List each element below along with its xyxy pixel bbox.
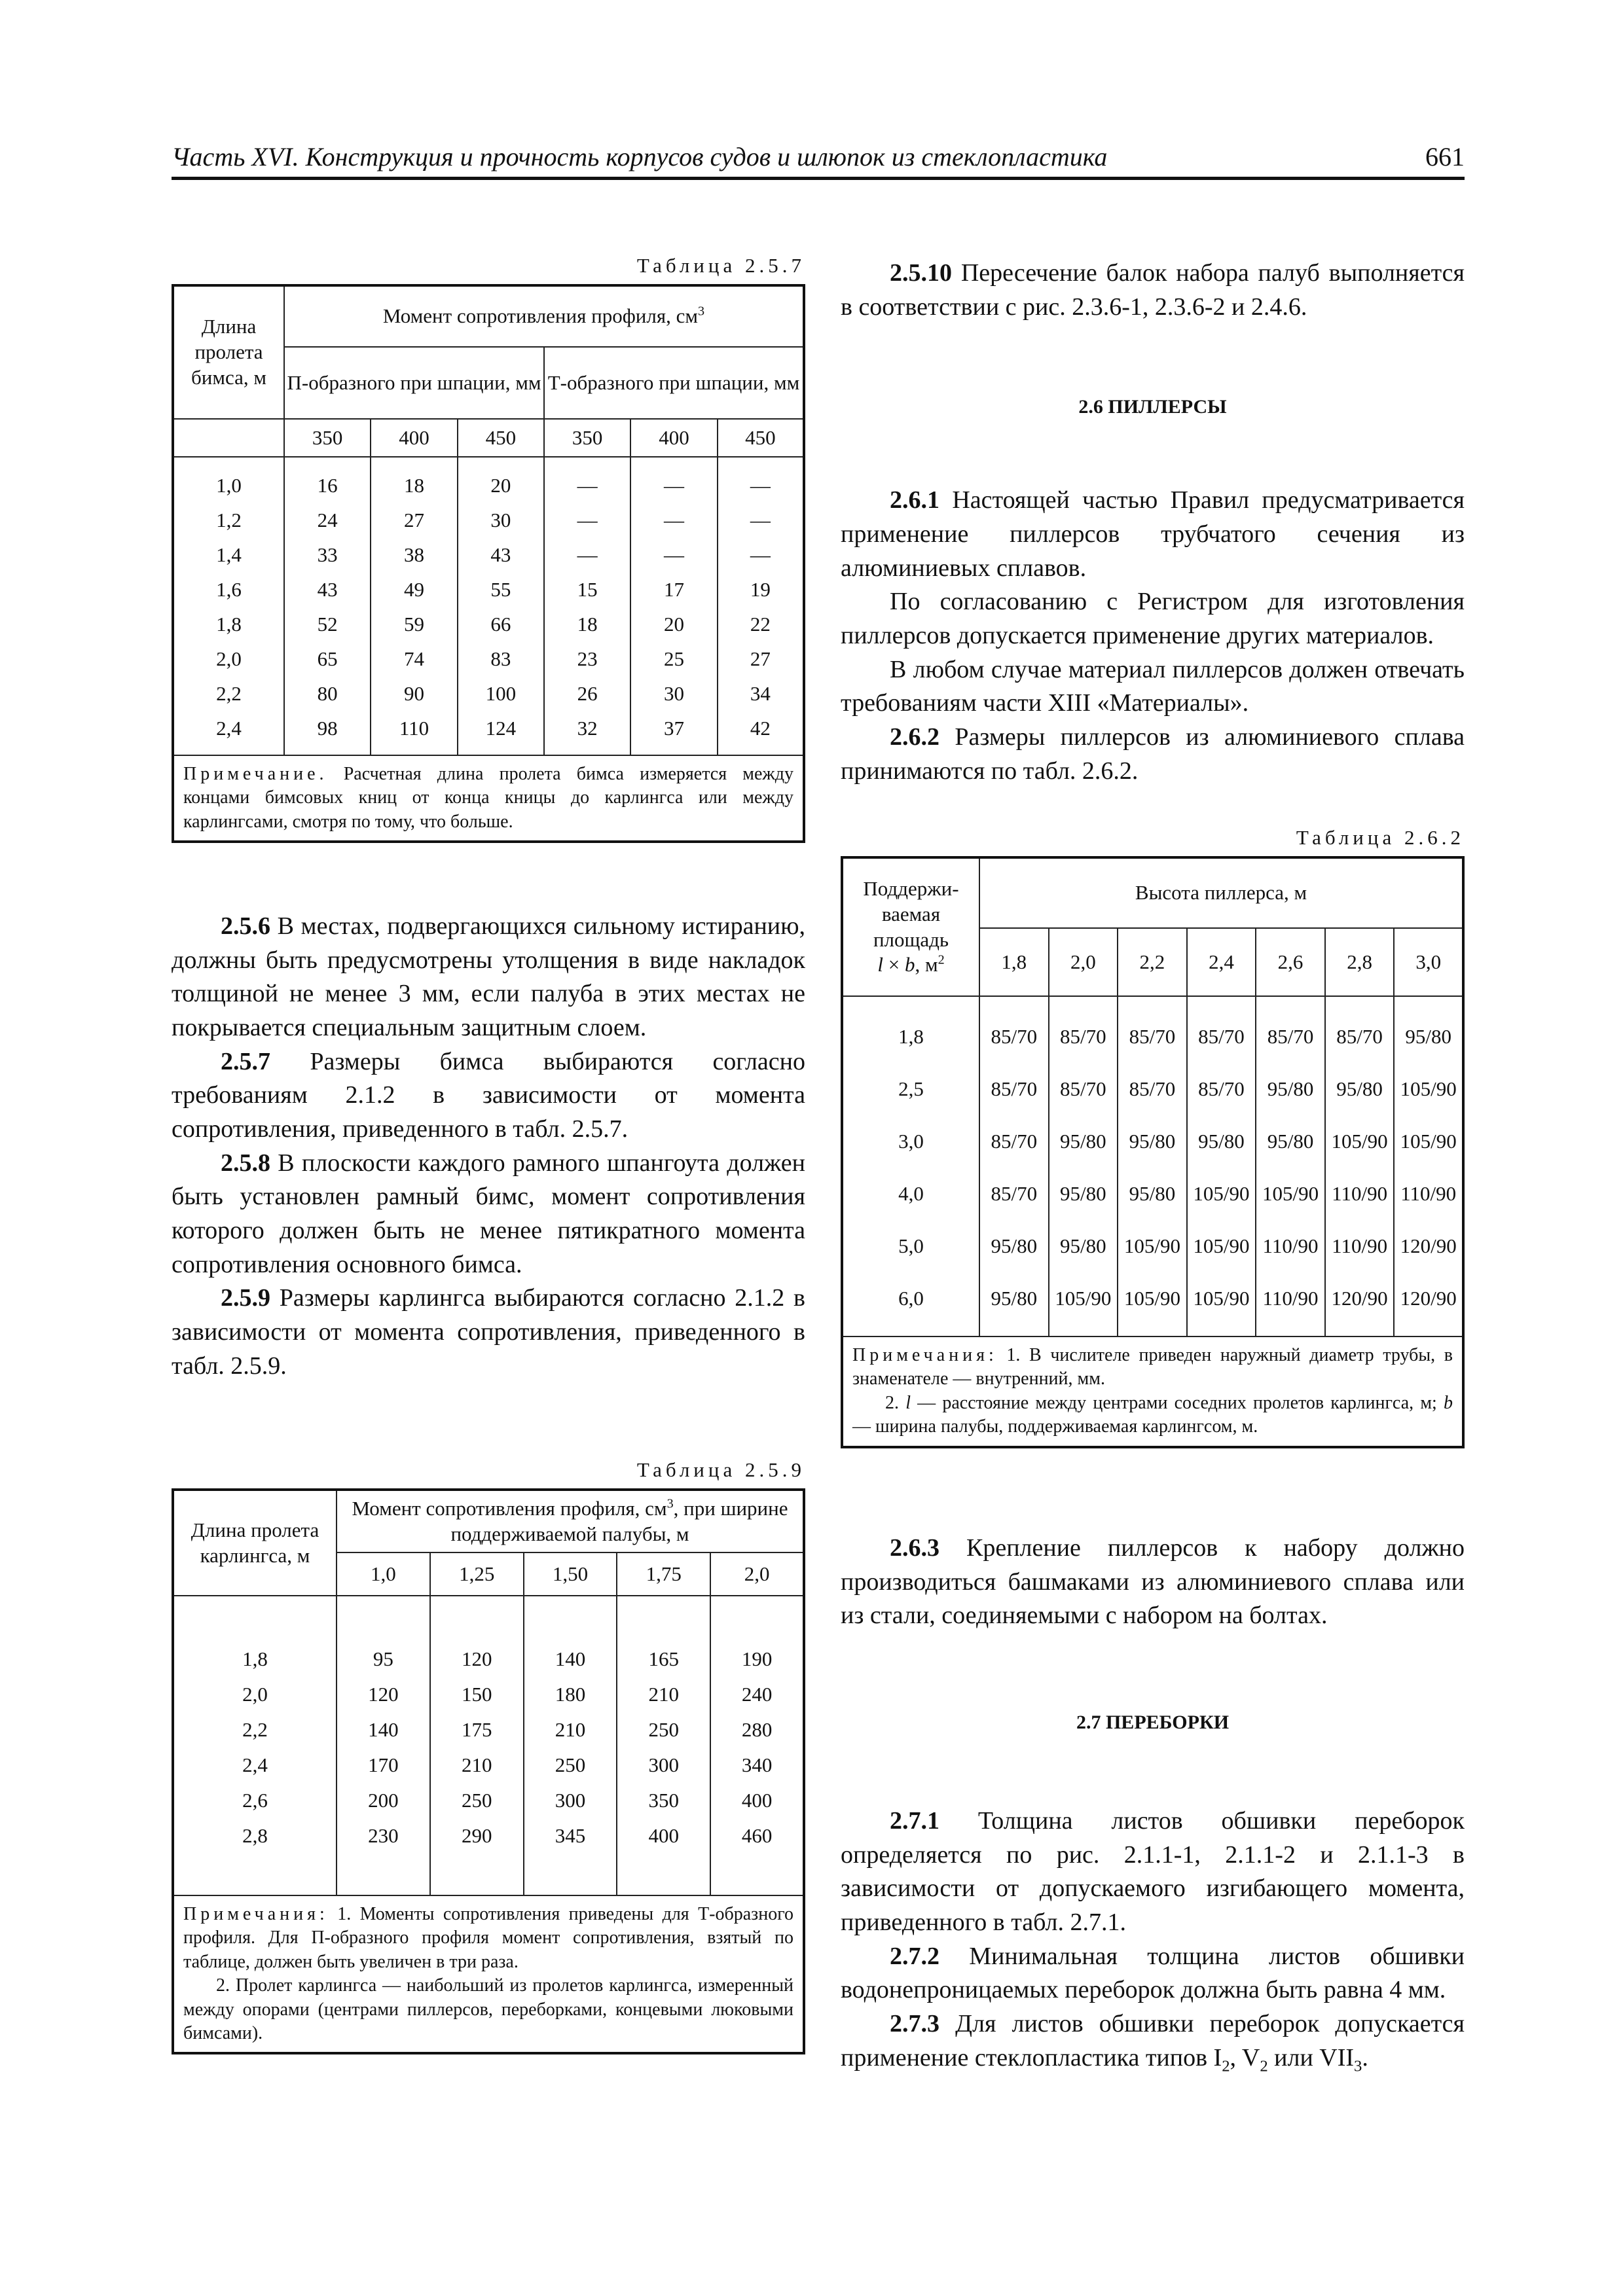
table-259-block	[172, 1458, 805, 2054]
value-cell: 400	[617, 1818, 710, 1854]
value-cell: 85/70	[979, 1168, 1049, 1220]
row-label-cell: 2,6	[173, 1783, 337, 1818]
table-259	[172, 1488, 805, 2054]
col-moment-header: Момент сопротивления профиля, $см^3$, при ширине поддерживаемой палубы, м	[337, 1490, 804, 1552]
value-cell: 43	[458, 538, 544, 573]
value-cell: 98	[284, 711, 371, 746]
row-label-cell: 6,0	[842, 1272, 979, 1325]
value-cell: 105/90	[1256, 1168, 1325, 1220]
table-259-note: Примечания: 1. Моменты сопротивления приведены для Т-образного профиля. Для П-образного профиля момент сопротивления, взятый по таблице, должен быть увеличен в три раза. 2. Пролет карлингса — наибольший из пролетов карлингса, измеренный между опорами (центрами пиллерсов, переборками, концевыми люковыми бимсами).	[173, 1895, 804, 2053]
spacing-cell: 400	[371, 419, 457, 457]
table-257	[172, 284, 805, 843]
value-cell: 66	[458, 607, 544, 642]
table-262-note: Примечания: 1. В числителе приведен наружный диаметр трубы, в знаменателе — внутренний, мм. 2. l — расстояние между центрами соседних пролетов карлингса, м; b — ширина палубы, поддерживаемая карлингсом, м.	[842, 1336, 1463, 1447]
value-cell: 200	[337, 1783, 430, 1818]
table-257-caption: Таблица 2.5.7	[636, 254, 805, 277]
value-cell: 345	[524, 1818, 617, 1854]
table-row	[173, 503, 804, 538]
table-row	[842, 1272, 1463, 1325]
table-row	[173, 642, 804, 677]
header-title: Часть XVI. Конструкция и прочность корпусов судов и шлюпок из стеклопластика	[172, 142, 1108, 171]
value-cell: 43	[284, 573, 371, 607]
table-row	[173, 1748, 804, 1783]
section-heading-2-7: 2.7 ПЕРЕБОРКИ	[1076, 1712, 1230, 1734]
table-row	[173, 1677, 804, 1712]
value-cell: 120	[337, 1677, 430, 1712]
value-cell: 85/70	[979, 1011, 1049, 1063]
value-cell: 85/70	[1118, 1063, 1187, 1115]
table-row	[842, 1115, 1463, 1168]
paragraph-2-5-10: 2.5.10 Пересечение балок набора палуб выполняется в соответствии с рис. 2.3.6-1, 2.3.6-2 и 2.4.6.	[841, 259, 1465, 321]
value-cell: 140	[337, 1712, 430, 1748]
value-cell: 105/90	[1187, 1272, 1256, 1325]
paragraph-2-6-1-b: По согласованию с Регистром для изготовления пиллерсов допускается применение других материалов.	[841, 588, 1465, 650]
paragraph-2-6-1: 2.6.1 Настоящей частью Правил предусматривается применение пиллерсов трубчатого сечения из алюминиевых сплавов.	[841, 486, 1465, 582]
table-row	[173, 1783, 804, 1818]
height-cell: 2,0	[1049, 928, 1118, 996]
value-cell: 300	[617, 1748, 710, 1783]
value-cell: 105/90	[1325, 1115, 1395, 1168]
paragraph-2-5-6: 2.5.6 В местах, подвергающихся сильному истиранию, должны быть предусмотрены утолщения в виде накладок толщиной не менее 3 мм, если палуба в этих местах не покрывается специальным защитным слоем.	[172, 912, 806, 1042]
value-cell: 95/80	[1256, 1115, 1325, 1168]
height-cell: 2,2	[1118, 928, 1187, 996]
table-257-note: Примечание. Расчетная длина пролета бимса измеряется между концами бимсовых книц от конца кницы до карлингса или между карлингсами, смотря по тому, что больше.	[173, 755, 804, 842]
value-cell: 210	[524, 1712, 617, 1748]
value-cell: 140	[524, 1641, 617, 1677]
col-height-header: Высота пиллерса, м	[979, 857, 1463, 928]
value-cell: 85/70	[979, 1063, 1049, 1115]
row-label-cell: 2,8	[173, 1818, 337, 1854]
value-cell: 42	[718, 711, 804, 746]
row-label-cell: 5,0	[842, 1220, 979, 1272]
value-cell: 90	[371, 677, 457, 711]
row-label-cell: 1,0	[173, 469, 284, 503]
spacer-row	[173, 457, 804, 469]
value-cell: 18	[544, 607, 630, 642]
value-cell: 105/90	[1118, 1220, 1187, 1272]
paragraph-2-6-1-c: В любом случае материал пиллерсов должен отвечать требованиям части XIII «Материалы».	[841, 655, 1465, 717]
value-cell: —	[718, 503, 804, 538]
table-262-block	[841, 826, 1465, 1448]
value-cell: 150	[430, 1677, 524, 1712]
section-heading-2-6: 2.6 ПИЛЛЕРСЫ	[1078, 396, 1227, 418]
value-cell: 49	[371, 573, 457, 607]
value-cell: 85/70	[979, 1115, 1049, 1168]
value-cell: 110/90	[1325, 1220, 1395, 1272]
table-row	[173, 538, 804, 573]
value-cell: 95/80	[1049, 1220, 1118, 1272]
value-cell: 95/80	[1118, 1168, 1187, 1220]
value-cell: 22	[718, 607, 804, 642]
height-cell: 3,0	[1394, 928, 1463, 996]
value-cell: 30	[630, 677, 717, 711]
value-cell: 27	[371, 503, 457, 538]
running-header	[172, 139, 1465, 175]
col-t-header: Т-образного при шпации, мм	[544, 347, 804, 419]
value-cell: 37	[630, 711, 717, 746]
value-cell: 120/90	[1325, 1272, 1395, 1325]
row-label-cell: 2,5	[842, 1063, 979, 1115]
row-label-cell: 1,8	[173, 1641, 337, 1677]
value-cell: 34	[718, 677, 804, 711]
table-row	[173, 573, 804, 607]
value-cell: 85/70	[1187, 1063, 1256, 1115]
value-cell: 110/90	[1256, 1220, 1325, 1272]
value-cell: 95/80	[1187, 1115, 1256, 1168]
value-cell: 85/70	[1118, 1011, 1187, 1063]
table-row	[173, 1641, 804, 1677]
value-cell: 210	[617, 1677, 710, 1712]
spacer-row	[173, 1596, 804, 1641]
col-p-header: П-образного при шпации, мм	[284, 347, 544, 419]
value-cell: 95/80	[1394, 1011, 1463, 1063]
value-cell: 95/80	[979, 1272, 1049, 1325]
value-cell: 290	[430, 1818, 524, 1854]
col-area-header: Поддержи-ваемая площадь l × b, $м^2$	[842, 857, 979, 996]
value-cell: 59	[371, 607, 457, 642]
width-cell: 2,0	[710, 1552, 804, 1596]
spacing-cell: 450	[458, 419, 544, 457]
value-cell: 80	[284, 677, 371, 711]
right-bottom-text	[841, 1532, 1465, 2075]
value-cell: 19	[718, 573, 804, 607]
value-cell: 175	[430, 1712, 524, 1748]
table-row	[173, 1818, 804, 1854]
value-cell: 105/90	[1394, 1115, 1463, 1168]
table-row	[173, 469, 804, 503]
row-label-cell: 4,0	[842, 1168, 979, 1220]
value-cell: 95/80	[1325, 1063, 1395, 1115]
value-cell: 105/90	[1187, 1220, 1256, 1272]
value-cell: 110	[371, 711, 457, 746]
paragraph-2-7-3: 2.7.3 Для листов обшивки переборок допускается применение стеклопластика типов $I_2$, $V_2$ или $VII_3$.	[841, 2010, 1465, 2075]
row-label-cell: 2,0	[173, 1677, 337, 1712]
value-cell: 165	[617, 1641, 710, 1677]
table-259-caption: Таблица 2.5.9	[636, 1458, 805, 1481]
spacer-row	[842, 1325, 1463, 1336]
value-cell: 105/90	[1049, 1272, 1118, 1325]
value-cell: 74	[371, 642, 457, 677]
value-cell: —	[718, 538, 804, 573]
value-cell: 280	[710, 1712, 804, 1748]
paragraph-2-6-2: 2.6.2 Размеры пиллерсов из алюминиевого сплава принимаются по табл. 2.6.2.	[841, 723, 1465, 785]
value-cell: 83	[458, 642, 544, 677]
table-row	[173, 677, 804, 711]
value-cell: 95/80	[979, 1220, 1049, 1272]
value-cell: 65	[284, 642, 371, 677]
value-cell: 400	[710, 1783, 804, 1818]
spacing-cell: 450	[718, 419, 804, 457]
value-cell: 460	[710, 1818, 804, 1854]
value-cell: 120/90	[1394, 1272, 1463, 1325]
value-cell: 52	[284, 607, 371, 642]
height-cell: 2,8	[1325, 928, 1395, 996]
spacing-cell: 350	[284, 419, 371, 457]
value-cell: 24	[284, 503, 371, 538]
value-cell: 340	[710, 1748, 804, 1783]
row-label-cell: 1,6	[173, 573, 284, 607]
value-cell: 20	[630, 607, 717, 642]
empty-cell	[173, 419, 284, 457]
value-cell: 85/70	[1049, 1011, 1118, 1063]
value-cell: 120	[430, 1641, 524, 1677]
right-top-text	[841, 257, 1465, 788]
width-cell: 1,75	[617, 1552, 710, 1596]
value-cell: 190	[710, 1641, 804, 1677]
paragraph-2-5-8: 2.5.8 В плоскости каждого рамного шпангоута должен быть установлен рамный бимс, момент сопротивления которого должен быть не менее пятикратного момента сопротивления основного бимса.	[172, 1149, 806, 1278]
value-cell: 300	[524, 1783, 617, 1818]
row-label-cell: 1,2	[173, 503, 284, 538]
width-cell: 1,25	[430, 1552, 524, 1596]
value-cell: 85/70	[1049, 1063, 1118, 1115]
col-length-header: Длина пролета бимса, м	[173, 285, 284, 419]
row-label-cell: 2,0	[173, 642, 284, 677]
left-paragraphs	[172, 910, 805, 1383]
value-cell: 85/70	[1325, 1011, 1395, 1063]
value-cell: 95/80	[1256, 1063, 1325, 1115]
col-moment-header: Момент сопротивления профиля, $см^3$	[284, 285, 804, 347]
row-label-cell: 1,4	[173, 538, 284, 573]
row-label-cell: 1,8	[173, 607, 284, 642]
row-label-cell: 3,0	[842, 1115, 979, 1168]
value-cell: 55	[458, 573, 544, 607]
table-row	[842, 1168, 1463, 1220]
value-cell: 350	[617, 1783, 710, 1818]
width-cell: 1,0	[337, 1552, 430, 1596]
table-row	[842, 1063, 1463, 1115]
paragraph-2-5-7: 2.5.7 Размеры бимса выбираются согласно требованиям 2.1.2 в зависимости от момента сопротивления, приведенного в табл. 2.5.7.	[172, 1047, 805, 1143]
value-cell: —	[630, 469, 717, 503]
value-cell: 170	[337, 1748, 430, 1783]
header-rule	[172, 177, 1465, 180]
col-length-header: Длина пролета карлингса, м	[173, 1490, 337, 1596]
paragraph-2-7-1: 2.7.1 Толщина листов обшивки переборок определяется по рис. 2.1.1-1, 2.1.1-2 и 2.1.1-3 в зависимости от допускаемого изгибающего момента, приведенного в табл. 2.7.1.	[841, 1807, 1465, 1937]
height-cell: 2,4	[1187, 928, 1256, 996]
value-cell: —	[718, 469, 804, 503]
row-label-cell: 2,2	[173, 677, 284, 711]
table-row	[842, 1220, 1463, 1272]
height-cell: 1,8	[979, 928, 1049, 996]
paragraph-2-7-2: 2.7.2 Минимальная толщина листов обшивки водонепроницаемых переборок должна быть равна 4 мм.	[841, 1942, 1465, 2004]
value-cell: —	[544, 538, 630, 573]
value-cell: 120/90	[1394, 1220, 1463, 1272]
value-cell: 230	[337, 1818, 430, 1854]
value-cell: 32	[544, 711, 630, 746]
value-cell: 250	[524, 1748, 617, 1783]
value-cell: 16	[284, 469, 371, 503]
table-262	[841, 856, 1465, 1448]
value-cell: 110/90	[1256, 1272, 1325, 1325]
value-cell: 95/80	[1049, 1115, 1118, 1168]
value-cell: 105/90	[1118, 1272, 1187, 1325]
height-cell: 2,6	[1256, 928, 1325, 996]
value-cell: 27	[718, 642, 804, 677]
page-number: 661	[1425, 142, 1465, 171]
row-label-cell: 2,2	[173, 1712, 337, 1748]
value-cell: 180	[524, 1677, 617, 1712]
value-cell: 15	[544, 573, 630, 607]
value-cell: 95	[337, 1641, 430, 1677]
spacing-cell: 350	[544, 419, 630, 457]
value-cell: —	[630, 503, 717, 538]
spacing-cell: 400	[630, 419, 717, 457]
table-257-block	[172, 254, 805, 843]
value-cell: 110/90	[1325, 1168, 1395, 1220]
table-row	[842, 1011, 1463, 1063]
value-cell: 17	[630, 573, 717, 607]
value-cell: 85/70	[1187, 1011, 1256, 1063]
value-cell: 100	[458, 677, 544, 711]
paragraph-2-5-9: 2.5.9 Размеры карлингса выбираются согласно 2.1.2 в зависимости от момента сопротивления, приведенного в табл. 2.5.9.	[172, 1284, 805, 1380]
value-cell: 105/90	[1394, 1063, 1463, 1115]
value-cell: 95/80	[1118, 1115, 1187, 1168]
value-cell: 18	[371, 469, 457, 503]
value-cell: 20	[458, 469, 544, 503]
value-cell: 240	[710, 1677, 804, 1712]
value-cell: 23	[544, 642, 630, 677]
value-cell: 250	[430, 1783, 524, 1818]
value-cell: 210	[430, 1748, 524, 1783]
value-cell: 26	[544, 677, 630, 711]
row-label-cell: 1,8	[842, 1011, 979, 1063]
value-cell: 85/70	[1256, 1011, 1325, 1063]
spacer-row	[842, 996, 1463, 1011]
width-cell: 1,50	[524, 1552, 617, 1596]
paragraph-2-6-3: 2.6.3 Крепление пиллерсов к набору должно производиться башмаками из алюминиевого сплава или из стали, соединяемыми с набором на болтах.	[841, 1534, 1465, 1630]
table-row	[173, 1712, 804, 1748]
value-cell: 124	[458, 711, 544, 746]
value-cell: 250	[617, 1712, 710, 1748]
value-cell: 25	[630, 642, 717, 677]
value-cell: —	[544, 503, 630, 538]
value-cell: 105/90	[1187, 1168, 1256, 1220]
value-cell: —	[630, 538, 717, 573]
value-cell: 30	[458, 503, 544, 538]
value-cell: 95/80	[1049, 1168, 1118, 1220]
value-cell: —	[544, 469, 630, 503]
spacer-row	[173, 746, 804, 755]
spacer-row	[173, 1854, 804, 1895]
row-label-cell: 2,4	[173, 1748, 337, 1783]
table-row	[173, 607, 804, 642]
value-cell: 33	[284, 538, 371, 573]
table-row	[173, 711, 804, 746]
table-262-caption: Таблица 2.6.2	[1296, 826, 1465, 849]
row-label-cell: 2,4	[173, 711, 284, 746]
value-cell: 110/90	[1394, 1168, 1463, 1220]
value-cell: 38	[371, 538, 457, 573]
